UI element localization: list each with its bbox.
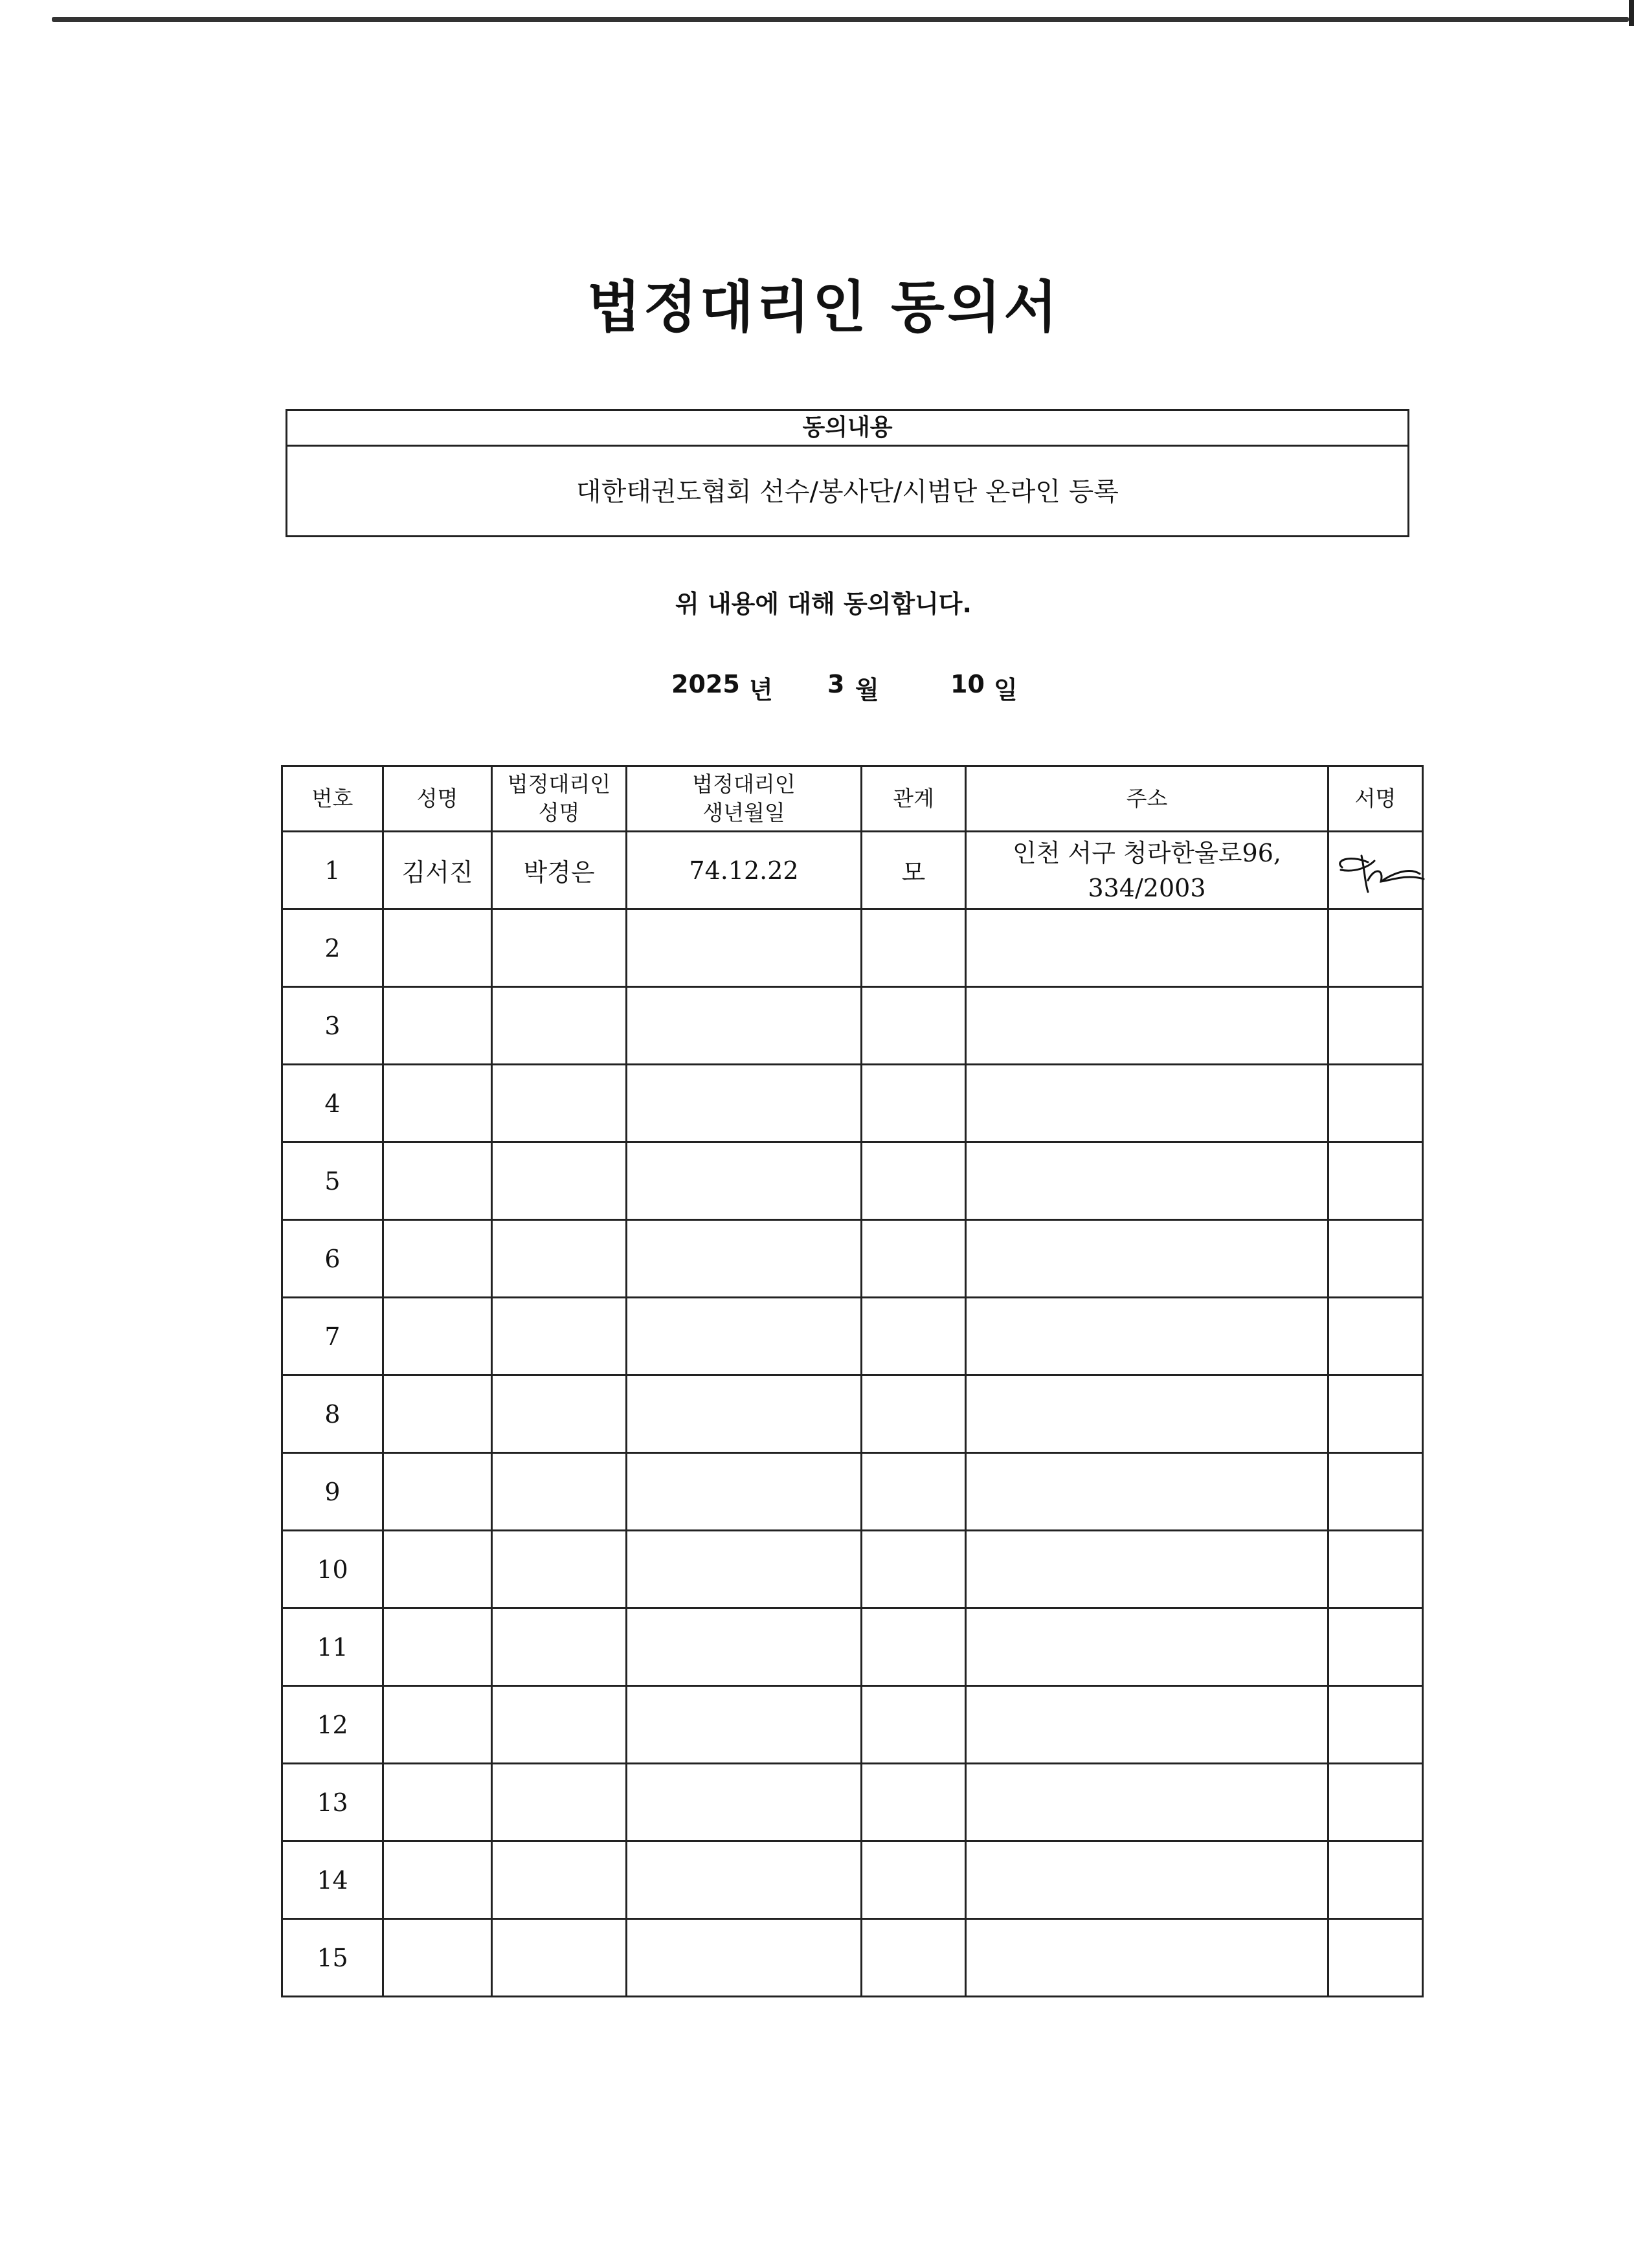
header-guardian-birth xyxy=(627,766,862,832)
table-row xyxy=(282,1764,1423,1841)
row-number: 13 xyxy=(282,1764,383,1841)
row-number: 11 xyxy=(282,1608,383,1686)
row-number: 2 xyxy=(282,909,383,987)
scan-edge-top xyxy=(52,17,1629,22)
table-row xyxy=(282,1220,1423,1298)
address xyxy=(966,832,1328,909)
table-row xyxy=(282,1298,1423,1375)
student-name: 김서진 xyxy=(383,832,492,909)
table-row xyxy=(282,1686,1423,1764)
consent-header: 동의내용 xyxy=(287,411,1407,447)
guardian-birth: 74.12.22 xyxy=(627,832,862,909)
date-year: 2025 xyxy=(671,670,740,698)
table-row xyxy=(282,1531,1423,1608)
date-day: 10 xyxy=(950,670,985,698)
row-number: 3 xyxy=(282,987,383,1065)
table-header-row xyxy=(282,766,1423,832)
consent-content: 대한태권도협회 선수/봉사단/시범단 온라인 등록 xyxy=(576,477,1119,507)
date-year-unit: 년 xyxy=(749,676,773,704)
table-row xyxy=(282,1142,1423,1220)
table-row xyxy=(282,1608,1423,1686)
table-row xyxy=(282,1841,1423,1919)
handwritten-signature xyxy=(1329,841,1426,900)
date-month-unit: 월 xyxy=(855,676,879,704)
date-day-unit: 일 xyxy=(994,676,1018,704)
row-number: 5 xyxy=(282,1142,383,1220)
row-number: 6 xyxy=(282,1220,383,1298)
row-number: 14 xyxy=(282,1841,383,1919)
table-row xyxy=(282,1919,1423,1997)
row-number: 12 xyxy=(282,1686,383,1764)
header-relation: 관계 xyxy=(862,766,966,832)
guardian-name: 박경은 xyxy=(492,832,627,909)
scan-edge-right xyxy=(1629,0,1634,26)
table-row xyxy=(282,909,1423,987)
row-number: 4 xyxy=(282,1065,383,1142)
row-number: 10 xyxy=(282,1531,383,1608)
header-guardian-name-line1: 법정대리인 xyxy=(507,772,611,797)
signature-cell xyxy=(1328,832,1423,909)
table-row xyxy=(282,987,1423,1065)
document-title: 법정대리인 동의서 xyxy=(587,275,1060,340)
row-number: 9 xyxy=(282,1453,383,1531)
row-number: 7 xyxy=(282,1298,383,1375)
header-address: 주소 xyxy=(966,766,1328,832)
header-guardian-name-line2: 성명 xyxy=(538,800,580,825)
table-row xyxy=(282,1453,1423,1531)
table-row xyxy=(282,1065,1423,1142)
address-line2: 334/2003 xyxy=(1088,873,1206,902)
row-number: 8 xyxy=(282,1375,383,1453)
agree-statement: 위 내용에 대해 동의합니다. xyxy=(675,590,972,618)
header-guardian-birth-line2: 생년월일 xyxy=(702,800,785,825)
registration-table xyxy=(281,765,1424,1997)
date-month: 3 xyxy=(827,670,845,698)
consent-box xyxy=(286,409,1409,537)
header-name: 성명 xyxy=(383,766,492,832)
row-number: 15 xyxy=(282,1919,383,1997)
header-guardian-birth-line1: 법정대리인 xyxy=(692,772,796,797)
table-row xyxy=(282,832,1423,909)
row-number: 1 xyxy=(282,832,383,909)
header-no: 번호 xyxy=(282,766,383,832)
table-row xyxy=(282,1375,1423,1453)
header-signature: 서명 xyxy=(1328,766,1423,832)
header-guardian-name xyxy=(492,766,627,832)
relation: 모 xyxy=(862,832,966,909)
address-line1: 인천 서구 청라한울로96, xyxy=(1013,838,1281,867)
